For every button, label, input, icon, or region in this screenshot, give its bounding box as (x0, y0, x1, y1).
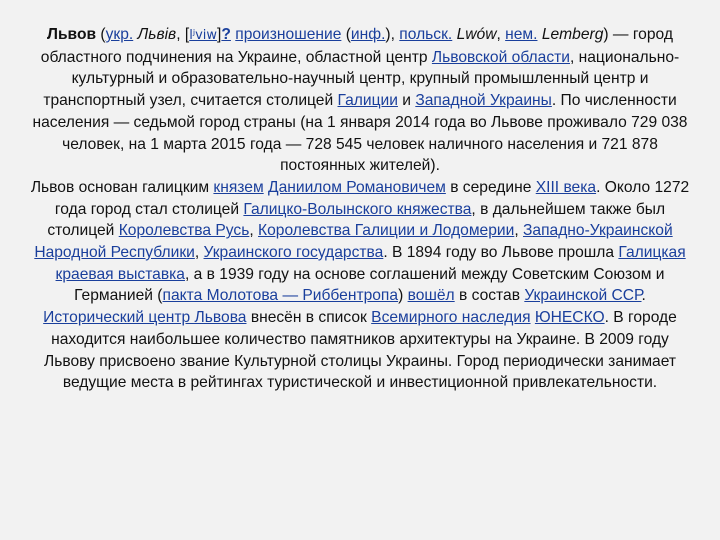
text-run: , (249, 222, 259, 240)
text-run: ( (341, 26, 351, 43)
galician-exhibition-link[interactable]: Галицкая краевая выставка (55, 244, 686, 283)
prince-link[interactable]: князем (213, 178, 264, 196)
western-ukraine-link[interactable]: Западной Украины (415, 92, 552, 110)
text-run: , (194, 244, 204, 262)
west-ukrainian-republic-link[interactable]: Западно-Украинской Народной Республики (34, 222, 673, 262)
text-run: . По численности населения — седьмой город страны (на 1 января 2014 года во Львове проживало 729 038 человек, на 1 марта 2015 года — 728 545 человек наличного населения и 721 878 постоянных жителей). (32, 92, 688, 175)
text-run: в середине (445, 178, 536, 196)
pronunciation-link[interactable]: произношение (235, 26, 342, 43)
paragraph-heritage (30, 307, 690, 394)
text-run: ( (96, 26, 106, 43)
polish-language-link[interactable]: польск. (399, 26, 453, 43)
text-run: , (496, 26, 501, 43)
unesco-link[interactable]: ЮНЕСКО (534, 309, 605, 327)
text-run: , (514, 222, 523, 240)
joined-link[interactable]: вошёл (407, 287, 455, 305)
ipa-link[interactable]: lʲviw (189, 28, 218, 43)
article-text (30, 24, 690, 394)
paragraph-history (30, 177, 690, 307)
text-run: и (397, 92, 416, 110)
text-run: . В городе находится наибольшее количество памятников архитектуры на Украине. В 2009 году Львову присвоено звание Культурной столицы Украины. Город периодически занимает ведущие места в рейтингах туристической и инвестиционной привлекательности. (43, 309, 677, 392)
text-run: Львов основан галицким (30, 178, 214, 196)
kingdom-galicia-lodomeria-link[interactable]: Королевства Галиции и Лодомерии (258, 222, 515, 240)
galicia-link[interactable]: Галиции (337, 92, 398, 110)
article-title: Львов (47, 26, 97, 43)
text-run: , (176, 26, 181, 43)
text-run: , в дальнейшем также был столицей (47, 200, 666, 240)
13th-century-link[interactable]: XIII века (535, 178, 597, 196)
polish-name: Lwów (452, 26, 497, 43)
text-run: внесён в список (246, 309, 372, 327)
ukrainian-language-link[interactable]: укр. (105, 26, 134, 43)
daniil-romanovich-link[interactable]: Даниилом Романовичем (268, 178, 446, 196)
molotov-ribbentrop-pact-link[interactable]: пакта Молотова — Риббентропа (162, 287, 399, 305)
ipa-open-bracket: [ (184, 26, 190, 43)
german-language-link[interactable]: нем. (505, 26, 538, 43)
ukrainian-name: Львів (133, 26, 177, 43)
ukrainian-ssr-link[interactable]: Украинской ССР (524, 287, 642, 305)
ukrainian-state-link[interactable]: Украинского государства (203, 244, 384, 262)
text-run: , национально-культурный и образовательно-научный центр, крупный промышленный центр и транспортный узел, считается столицей (43, 48, 680, 110)
text-run: в состав (454, 287, 525, 305)
paragraph-intro (30, 24, 690, 177)
galicia-volhynia-link[interactable]: Галицко-Волынского княжества (243, 200, 472, 218)
ipa-close-bracket: ] (217, 26, 222, 43)
info-link[interactable]: инф. (350, 26, 386, 43)
kingdom-ruthenia-link[interactable]: Королевства Русь (118, 222, 250, 240)
text-run: , а в 1939 году на основе соглашений между Советским Союзом и Германией ( (74, 265, 665, 305)
world-heritage-link[interactable]: Всемирного наследия (371, 309, 531, 327)
text-run: ), (385, 26, 395, 43)
text-run: . (641, 287, 646, 305)
pronunciation-audio-icon[interactable]: ? (221, 26, 231, 43)
historic-center-link[interactable]: Исторический центр Львова (43, 309, 247, 327)
text-run: ) (398, 287, 408, 305)
text-run: . В 1894 году во Львове прошла (383, 244, 619, 262)
text-run: . Около 1272 года город стал столицей (54, 178, 690, 218)
lviv-oblast-link[interactable]: Львовской области (431, 48, 570, 66)
text-run: ) — город областного подчинения на Украине, областной центр (40, 26, 673, 66)
german-name: Lemberg (537, 26, 604, 43)
